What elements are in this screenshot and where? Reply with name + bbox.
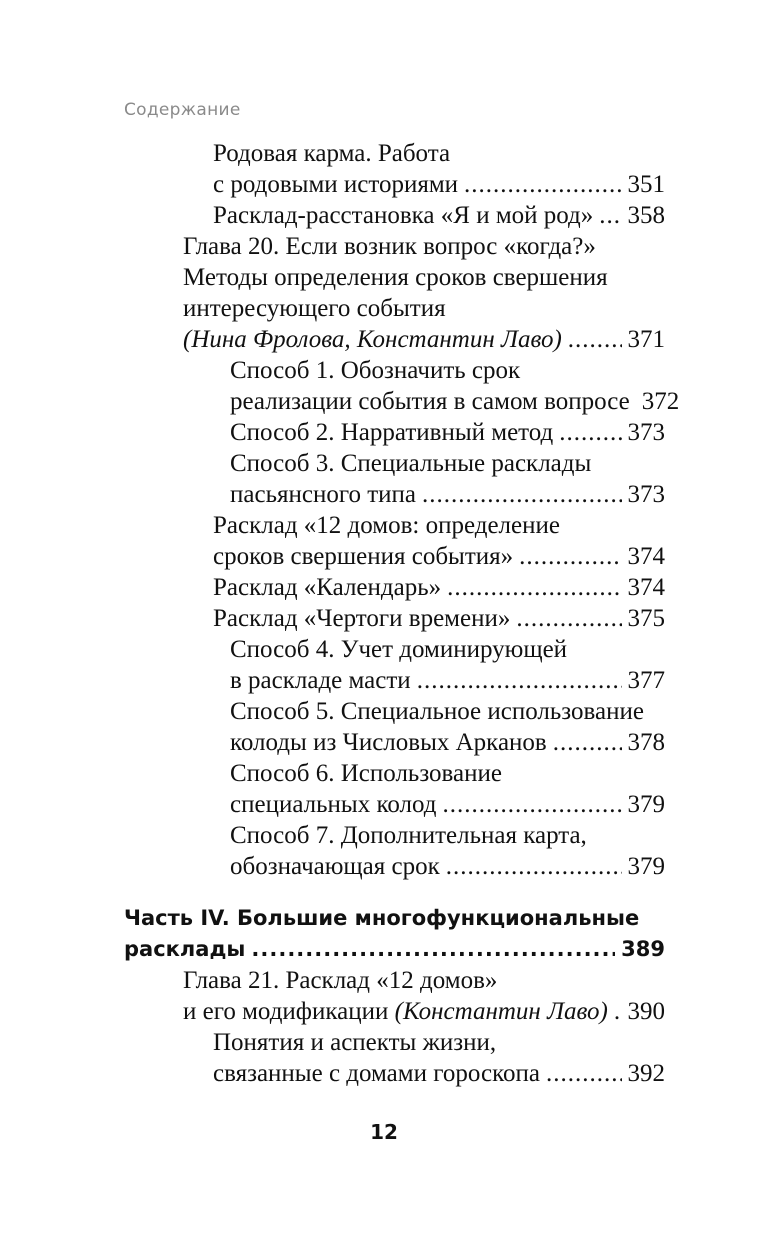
- leader-dots: [614, 996, 622, 1027]
- entry-line: Способ 3. Специальные расклады: [230, 450, 592, 477]
- toc-entry-sposob-4: [230, 634, 665, 696]
- entry-line: Родовая карма. Работа: [213, 140, 451, 167]
- leader-dots: [516, 603, 621, 634]
- leader-dots: [568, 324, 622, 355]
- entry-line: Глава 20. Если возник вопрос «когда?»: [183, 233, 596, 260]
- page-number: 12: [370, 1120, 398, 1144]
- running-header: Содержание: [124, 100, 241, 120]
- entry-page-number: 392: [627, 1060, 665, 1087]
- entry-page-number: 389: [621, 937, 665, 961]
- entry-page-number: 374: [627, 543, 665, 570]
- toc-entry-sposob-5: [230, 696, 665, 758]
- entry-page-number: 379: [627, 791, 665, 818]
- entry-page-number: 379: [627, 853, 665, 880]
- entry-title: обозначающая срок: [230, 853, 440, 880]
- entry-line: Способ 7. Дополнительная карта,: [230, 822, 587, 849]
- entry-page-number: 358: [627, 202, 665, 229]
- entry-page-number: 373: [627, 419, 665, 446]
- toc-entry-sposob-7: [230, 820, 665, 882]
- entry-page-number: 390: [627, 998, 665, 1025]
- entry-page-number: 378: [627, 729, 665, 756]
- entry-authors: (Константин Лаво): [394, 998, 608, 1025]
- entry-line: Способ 4. Учет доминирующей: [230, 636, 568, 663]
- entry-line: Понятия и аспекты жизни,: [213, 1029, 497, 1056]
- entry-title: Расклад «Чертоги времени»: [213, 605, 511, 632]
- leader-dots: [599, 200, 621, 231]
- leader-dots: [442, 789, 621, 820]
- leader-dots: [553, 727, 622, 758]
- leader-dots: [422, 479, 622, 510]
- toc-entry-ponyatiya: [213, 1027, 665, 1089]
- entry-line: интересующего события: [183, 295, 446, 322]
- entry-page-number: 372: [641, 388, 680, 415]
- entry-page-number: 371: [627, 326, 665, 353]
- toc-entry-chapter-20: [183, 231, 665, 355]
- entry-title: Расклад «Календарь»: [213, 574, 442, 601]
- leader-dots: [251, 934, 615, 965]
- entry-line: Способ 5. Специальное использование: [230, 698, 644, 725]
- entry-title: сроков свершения события»: [213, 543, 514, 570]
- entry-page-number: 375: [627, 605, 665, 632]
- entry-title-plain: и его модификации: [183, 998, 395, 1025]
- entry-line: Расклад «12 домов: определение: [213, 512, 560, 539]
- entry-title: пасьянсного типа: [230, 481, 416, 508]
- entry-page-number: 374: [627, 574, 665, 601]
- entry-page-number: 377: [627, 667, 665, 694]
- leader-dots: [546, 1058, 622, 1089]
- entry-title: колоды из Числовых Арканов: [230, 729, 547, 756]
- toc-entry-sposob-3: [230, 448, 665, 510]
- entry-title: связанные с домами гороскопа: [213, 1060, 540, 1087]
- toc-entry-rodovaya-karma: [213, 138, 665, 200]
- leader-dots: [464, 169, 621, 200]
- leader-dots: [447, 572, 621, 603]
- toc-entry-rasklad-rasstanovka: [213, 200, 665, 231]
- entry-line: Глава 21. Расклад «12 домов»: [183, 967, 498, 994]
- entry-line: Способ 1. Обозначить срок: [230, 357, 521, 384]
- toc-entry-rasklad-chertogi: [213, 603, 665, 634]
- entry-line: Методы определения сроков свершения: [183, 264, 608, 291]
- leader-dots: [559, 417, 621, 448]
- entry-title: Способ 2. Нарративный метод: [230, 419, 554, 446]
- entry-title: расклады: [124, 937, 246, 961]
- entry-title: специальных колод: [230, 791, 437, 818]
- leader-dots: [446, 851, 622, 882]
- entry-title: реализации события в самом вопросе: [230, 388, 630, 415]
- entry-authors: (Нина Фролова, Константин Лаво): [183, 326, 562, 353]
- entry-line: Часть IV. Большие многофункциональные: [124, 906, 640, 930]
- leader-dots: [417, 665, 622, 696]
- toc-entry-rasklad-kalendar: [213, 572, 665, 603]
- entry-title: [183, 996, 608, 1027]
- leader-dots: [519, 541, 621, 572]
- toc-entry-rasklad-12-domov-sroki: [213, 510, 665, 572]
- entry-page-number: 373: [627, 481, 665, 508]
- entry-title: с родовыми историями: [213, 171, 459, 198]
- entry-line: Способ 6. Использование: [230, 760, 502, 787]
- entry-title: Расклад-расстановка «Я и мой род»: [213, 202, 594, 229]
- toc-entry-sposob-2: [230, 417, 665, 448]
- toc-entry-sposob-1: [230, 355, 680, 417]
- toc-entry-part-4: [124, 903, 665, 965]
- toc-entry-sposob-6: [230, 758, 665, 820]
- entry-title: в раскладе масти: [230, 667, 411, 694]
- toc-entry-chapter-21: [183, 965, 665, 1027]
- entry-page-number: 351: [627, 171, 665, 198]
